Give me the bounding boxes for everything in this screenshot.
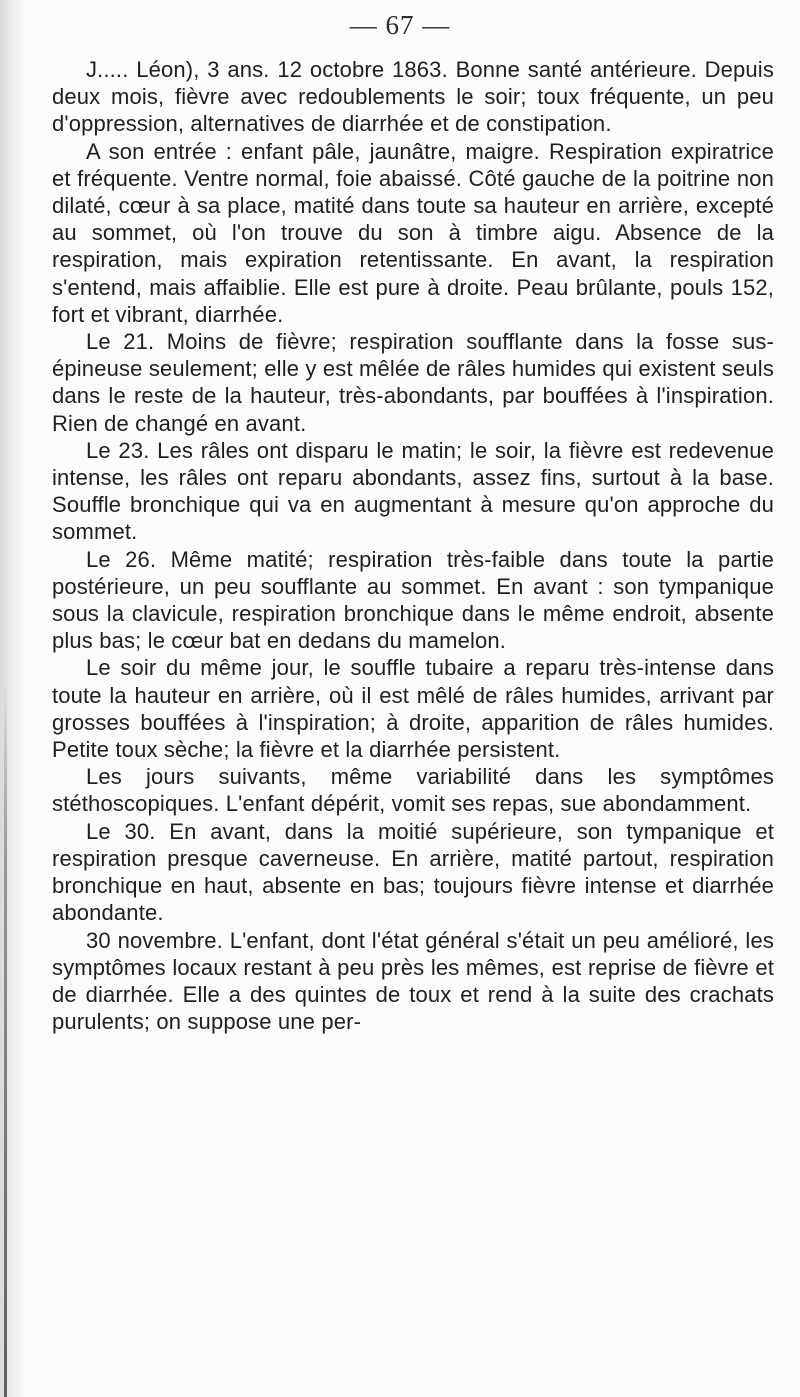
paragraph-evening-26: Le soir du même jour, le souffle tubaire a reparu très-intense dans toute la hauteur en arrière, où il est mêlé de râles humides, arrivant par grosses bouffées à l'inspiration; à droite, apparition de râles humides. Petite toux sèche; la fièvre et la diarrhée persistent. xyxy=(52,655,774,763)
paragraph-case-intro: J..... Léon), 3 ans. 12 octobre 1863. Bonne santé antérieure. Depuis deux mois, fièvre avec redoublements le soir; toux fréquente, un peu d'oppression, alternatives de diarrhée et de constipation. xyxy=(52,57,774,137)
page-number: — 67 — xyxy=(349,10,451,40)
paragraph-day-21: Le 21. Moins de fièvre; respiration soufflante dans la fosse sus-épineuse seulement; elle y est mêlée de râles humides qui existent seuls dans le reste de la hauteur, très-abondants, par bouffées à l'inspiration. Rien de changé en avant. xyxy=(52,329,774,436)
paragraph-day-23: Le 23. Les râles ont disparu le matin; le soir, la fièvre est redevenue intense, les râles ont reparu abondants, assez fins, surtout à la base. Souffle bronchique qui va en augmentant à mesure qu'on approche du sommet. xyxy=(52,437,774,545)
paragraph-day-26: Le 26. Même matité; respiration très-faible dans toute la partie postérieure, un peu soufflante au sommet. En avant : son tympanique sous la clavicule, respiration bronchique dans le même endroit, absente plus bas; le cœur bat en dedans du mamelon. xyxy=(52,546,774,654)
paragraph-admission: A son entrée : enfant pâle, jaunâtre, maigre. Respiration expiratrice et fréquente. Ventre normal, foie abaissé. Côté gauche de la poitrine non dilaté, cœur à sa place, matité dans toute sa hauteur en arrière, excepté au sommet, où l'on trouve du son à timbre aigu. Absence de la respiration, mais expiration retentissante. En avant, la respiration s'entend, mais affaiblie. Elle est pure à droite. Peau brûlante, pouls 152, fort et vibrant, diarrhée. xyxy=(52,138,774,327)
body-text xyxy=(52,56,774,1035)
binding-edge xyxy=(4,680,7,1397)
paragraph-november-30: 30 novembre. L'enfant, dont l'état général s'était un peu amélioré, les symptômes locaux restant à peu près les mêmes, est reprise de fièvre et de diarrhée. Elle a des quintes de toux et rend à la suite des crachats purulents; on suppose une per- xyxy=(52,927,774,1035)
paragraph-following-days: Les jours suivants, même variabilité dans les symptômes stéthoscopiques. L'enfant dépérit, vomit ses repas, sue abondamment. xyxy=(52,764,774,817)
paragraph-day-30: Le 30. En avant, dans la moitié supérieure, son tympanique et respiration presque caverneuse. En arrière, matité partout, respiration bronchique en haut, absente en bas; toujours fièvre intense et diarrhée abondante. xyxy=(52,818,774,926)
